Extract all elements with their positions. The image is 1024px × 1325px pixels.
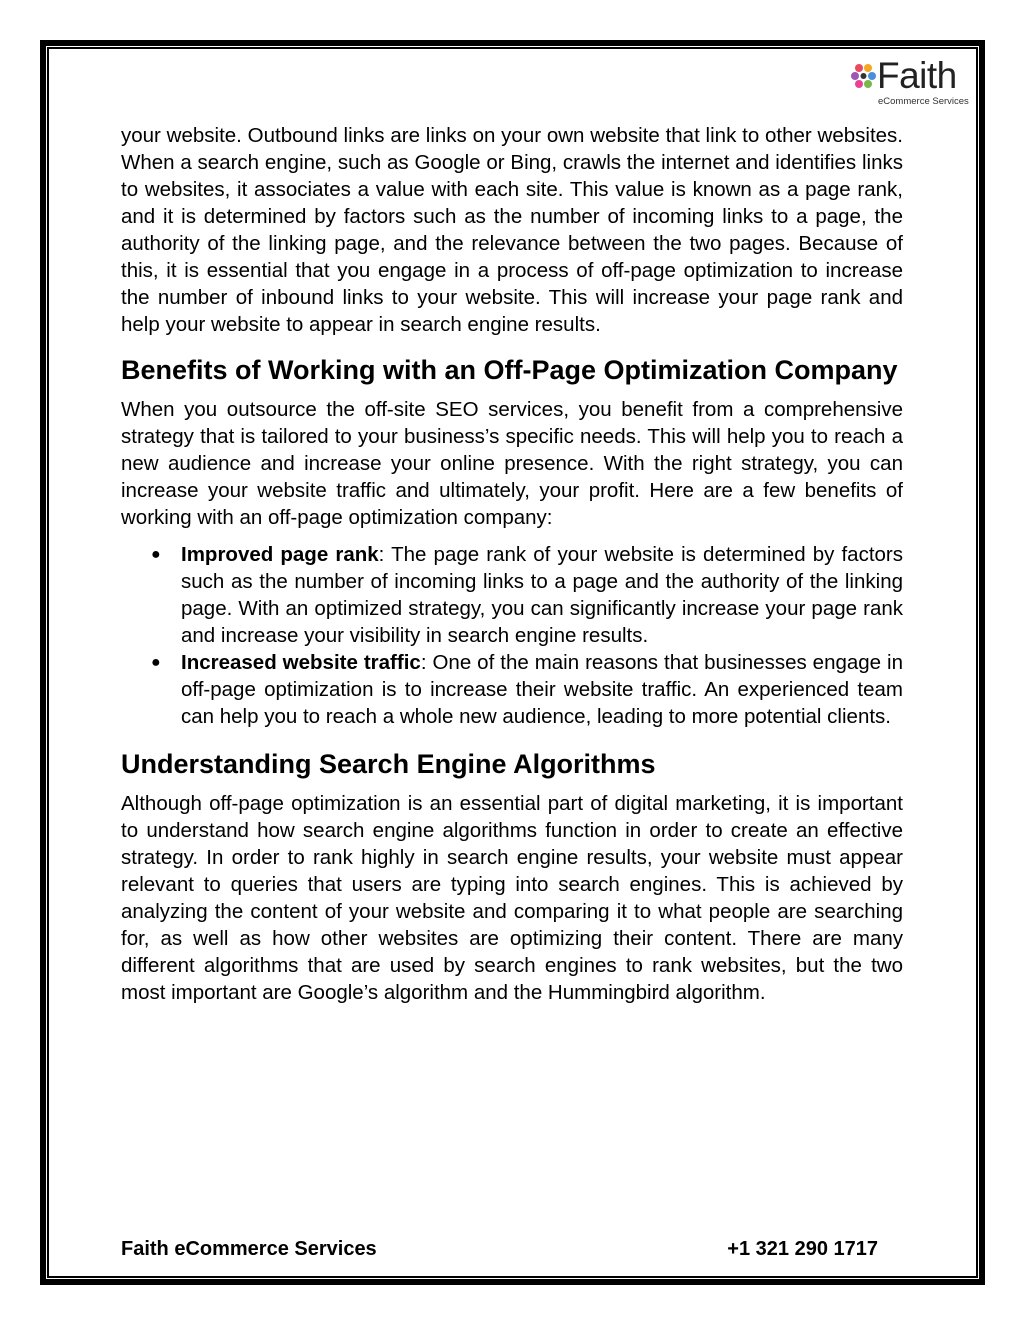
list-item-text: : One of the main reasons that businesses engage in off-page optimization is to increase their website traffic. An experienced team can help you to reach a whole new audience, leading to more potential clients. [181,651,904,728]
intro-paragraph: your website. Outbound links are links on your own website that link to other websites. When a search engine, such as Google or Bing, crawls the internet and identifies links to websites, it associates a value with each site. This value is known as a page rank, and it is determined by factors such as the number of incoming links to a page, the authority of the linking page, and the relevance between the two pages. Because of this, it is essential that you engage in a process of off-page optimization to increase the number of inbound links to your website. This will increase your page rank and help your website to appear in search engine results. [121,124,903,336]
benefits-list [121,541,903,730]
faith-logo [850,55,969,107]
bullet-icon: ● [151,654,161,671]
footer-phone: +1 321 290 1717 [727,1238,878,1260]
logo-wordmark: Faith [877,55,957,96]
list-item [151,649,904,730]
list-item-text: : The page rank of your website is determined by factors such as the number of incoming links to a page and the authority of the linking page. With an optimized strategy, you can significantly increase your page rank and increase your visibility in search engine results. [181,543,904,647]
footer-company: Faith eCommerce Services [121,1238,377,1260]
benefits-paragraph: When you outsource the off-site SEO services, you benefit from a comprehensive strategy that is tailored to your business’s specific needs. This will help you to reach a new audience and increase your online presence. With the right strategy, you can increase your website traffic and ultimately, your profit. Here are a few benefits of working with an off-page optimization company: [121,398,903,529]
algorithms-paragraph: Although off-page optimization is an essential part of digital marketing, it is important to understand how search engine algorithms function in order to create an effective strategy. In order to rank highly in search engine results, your website must appear relevant to queries that users are typing into search engines. This is achieved by analyzing the content of your website and comparing it to what people are searching for, as well as how other websites are optimizing their content. There are many different algorithms that are used by search engines to rank websites, but the two most important are Google’s algorithm and the Hummingbird algorithm. [121,792,903,1004]
flower-logo-icon [850,62,878,96]
list-item-title: Improved page rank [181,543,379,566]
section-heading-algorithms: Understanding Search Engine Algorithms [121,749,656,779]
list-item [151,541,904,649]
list-item-title: Increased website traffic [181,651,421,674]
logo-subtitle: eCommerce Services [878,96,969,107]
bullet-icon: ● [151,546,161,563]
section-heading-benefits: Benefits of Working with an Off-Page Optimization Company [121,355,898,385]
document-body [121,122,903,1006]
